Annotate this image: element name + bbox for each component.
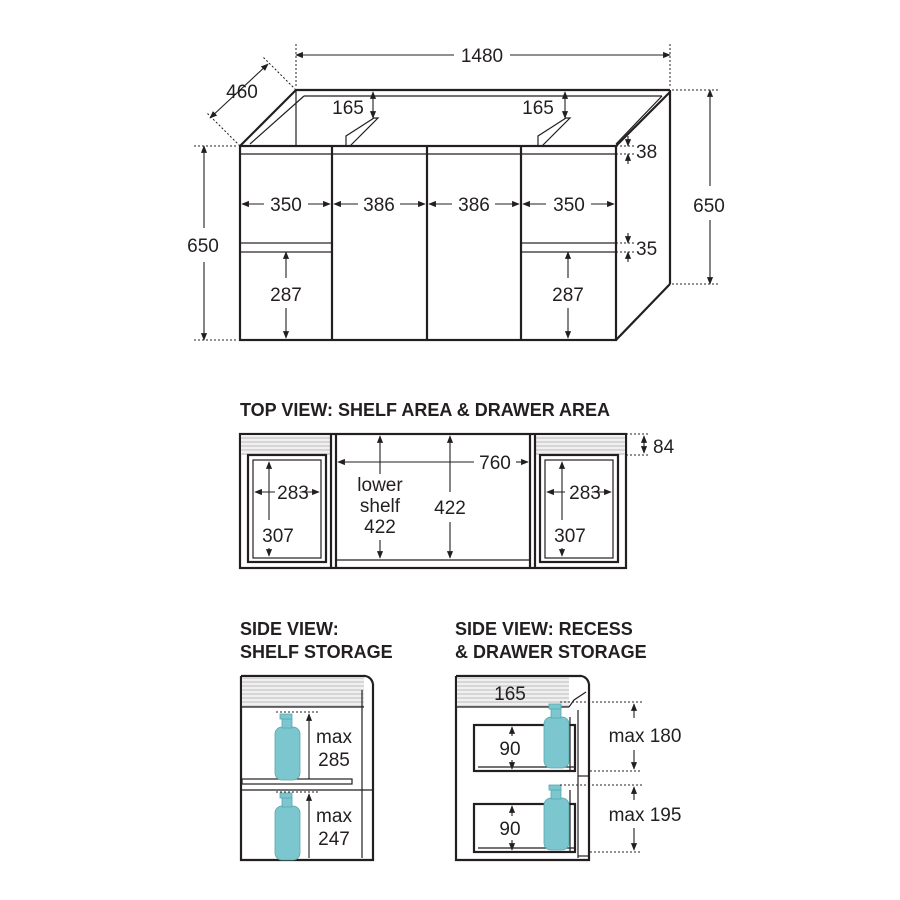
side-view-drawer xyxy=(455,619,681,860)
rail-depth-label: 84 xyxy=(653,437,675,458)
width-label: 1480 xyxy=(460,46,504,67)
side-drawer-title-2: & DRAWER STORAGE xyxy=(455,642,647,662)
depth-label: 460 xyxy=(226,82,258,103)
lower-drawer-height: 90 xyxy=(499,819,521,840)
side-shelf-title-2: SHELF STORAGE xyxy=(240,642,393,662)
height-left-label: 650 xyxy=(187,236,219,257)
right-drawer-depth: 307 xyxy=(554,526,586,547)
bottle-lower-drawer-icon xyxy=(544,785,569,850)
door-mid-right-width: 386 xyxy=(458,195,490,216)
bottle-lower-icon xyxy=(275,793,300,860)
top-rail-label: 38 xyxy=(636,142,658,163)
lower-shelf-line2: shelf xyxy=(359,496,401,517)
left-drawer-width: 283 xyxy=(277,483,309,504)
side-shelf-title-1: SIDE VIEW: xyxy=(240,619,339,639)
shelf-width-label: 760 xyxy=(479,453,511,474)
right-drawer-width: 283 xyxy=(569,483,601,504)
cabinet-body xyxy=(240,90,670,340)
side-view-shelf xyxy=(240,619,393,860)
lower-max-label: max xyxy=(316,806,352,827)
left-drawer-depth: 307 xyxy=(262,526,294,547)
upper-max-180: max 180 xyxy=(608,726,682,747)
recess-right-label: 165 xyxy=(522,98,554,119)
height-right-label: 650 xyxy=(693,196,725,217)
door-left-width: 350 xyxy=(270,195,302,216)
top-view-title: TOP VIEW: SHELF AREA & DRAWER AREA xyxy=(240,400,611,420)
upper-max-value: 285 xyxy=(318,750,350,771)
lower-max-195: max 195 xyxy=(608,805,682,826)
upper-drawer-height: 90 xyxy=(499,739,521,760)
lower-shelf-value: 422 xyxy=(364,517,396,538)
recess-left-label: 165 xyxy=(332,98,364,119)
lower-max-value: 247 xyxy=(318,829,350,850)
door-right-width: 350 xyxy=(553,195,585,216)
upper-max-label: max xyxy=(316,727,352,748)
drawer-rail-label: 35 xyxy=(636,239,658,260)
drawer-right-height: 287 xyxy=(552,285,584,306)
recess-depth-label: 165 xyxy=(494,684,526,705)
front-view xyxy=(187,44,725,340)
top-view xyxy=(240,400,675,568)
drawer-left-height: 287 xyxy=(270,285,302,306)
shelf-depth-label: 422 xyxy=(434,498,466,519)
lower-shelf-line1: lower xyxy=(357,475,403,496)
door-mid-left-width: 386 xyxy=(363,195,395,216)
side-drawer-title-1: SIDE VIEW: RECESS xyxy=(455,619,633,639)
bottle-upper-drawer-icon xyxy=(544,704,569,768)
bottle-upper-icon xyxy=(275,714,300,780)
